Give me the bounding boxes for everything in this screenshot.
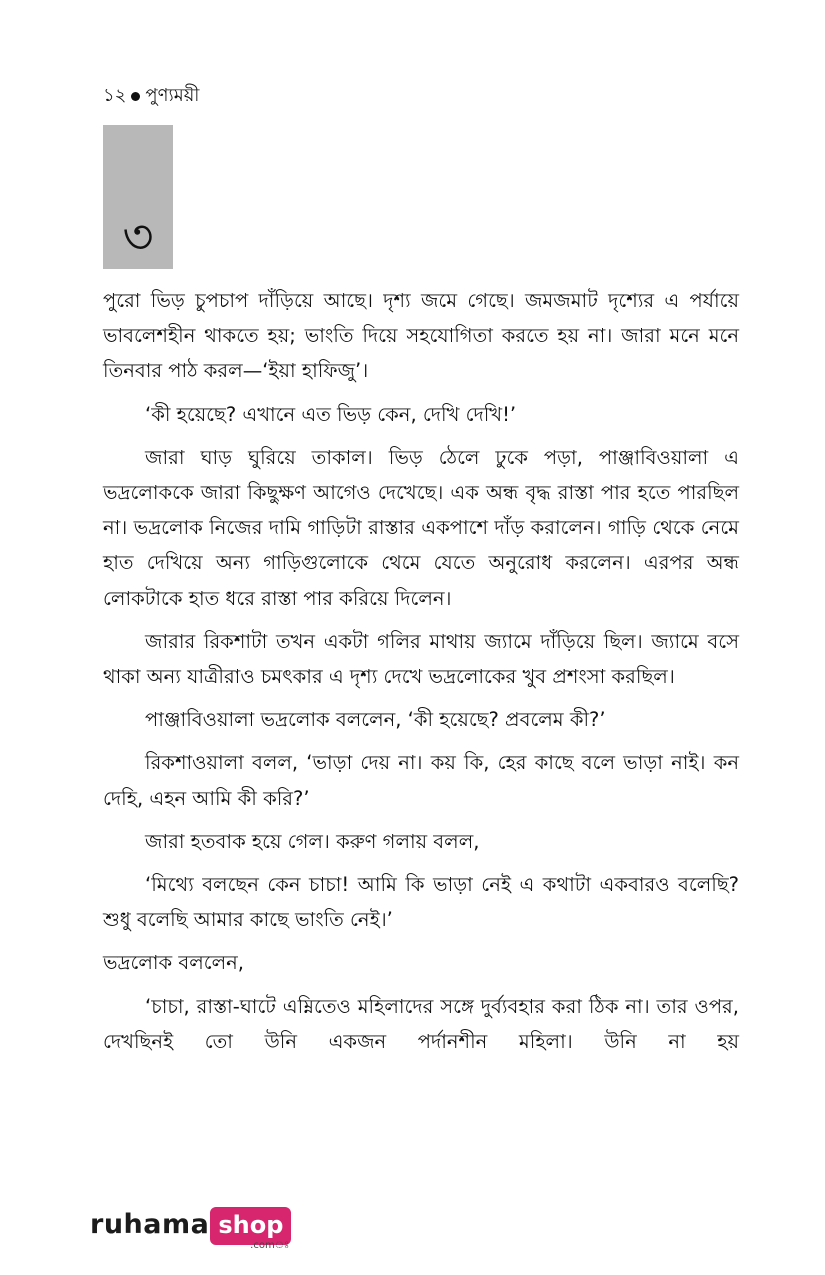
book-title: পুণ্যময়ী bbox=[145, 85, 200, 106]
paragraph-7: জারা হতবাক হয়ে গেল। করুণ গলায় বলল, bbox=[145, 829, 480, 853]
bullet-dot-icon bbox=[131, 92, 140, 101]
ruhamashop-logo bbox=[90, 1207, 291, 1257]
page-body-text bbox=[103, 283, 739, 1067]
logo-shop-part: shop bbox=[210, 1207, 291, 1245]
paragraph-5: পাঞ্জাবিওয়ালা ভদ্রলোক বললেন, ‘কী হয়েছে? প্রবলেম কী?’ bbox=[145, 708, 606, 732]
paragraph-1: পুরো ভিড় চুপচাপ দাঁড়িয়ে আছে। দৃশ্য জমে গেছে। জমজমাট দৃশ্যের এ পর্যায়ে ভাবলেশহীন থাকতে হয়; ভাংতি দিয়ে সহযোগিতা করতে হয় না। জারা মনে মনে তিনবার পাঠ করল—‘ইয়া হাফিজু’। bbox=[103, 289, 739, 383]
logo-name-part: ruhama bbox=[90, 1209, 210, 1240]
running-header bbox=[103, 84, 199, 108]
paragraph-10: ‘চাচা, রাস্তা-ঘাটে এম্নিতেও মহিলাদের সঙ্গে দুর্ব্যবহার করা ঠিক না। তার ওপর, দেখছিনই তো উনি একজন পর্দানশীন মহিলা। উনি না হয় bbox=[103, 994, 739, 1053]
chapter-number: ৩ bbox=[122, 209, 154, 265]
logo-shop-badge bbox=[210, 1207, 291, 1251]
paragraph-2: ‘কী হয়েছে? এখানে এত ভিড় কেন, দেখি দেখি!’ bbox=[145, 402, 517, 426]
page-number: ১২ bbox=[103, 85, 127, 106]
paragraph-4: জারার রিকশাটা তখন একটা গলির মাথায় জ্যামে দাঁড়িয়ে ছিল। জ্যামে বসে থাকা অন্য যাত্রীরাও চমৎকার এ দৃশ্য দেখে ভদ্রলোকের খুব প্রশংসা করছিল। bbox=[103, 629, 739, 689]
paragraph-8: ‘মিথ্যে বলছেন কেন চাচা! আমি কি ভাড়া নেই এ কথাটা একবারও বলেছি? শুধু বলেছি আমার কাছে ভাংতি নেই।’ bbox=[103, 873, 739, 932]
paragraph-3: জারা ঘাড় ঘুরিয়ে তাকাল। ভিড় ঠেলে ঢুকে পড়া, পাঞ্জাবিওয়ালা এ ভদ্রলোককে জারা কিছুক্ষণ আগেও দেখেছে। এক অন্ধ বৃদ্ধ রাস্তা পার হতে পারছিল না। ভদ্রলোক নিজের দামি গাড়িটা রাস্তার একপাশে দাঁড় করালেন। গাড়ি থেকে নেমে হাত দেখিয়ে অন্য গাড়িগুলোকে থেমে যেতে অনুরোধ করলেন। এরপর অন্ধ লোকটাকে হাত ধরে রাস্তা পার করিয়ে দিলেন। bbox=[103, 445, 739, 610]
paragraph-9: ভদ্রলোক বললেন, bbox=[103, 951, 244, 975]
logo-domain-part: .comঃ bbox=[250, 1240, 290, 1251]
paragraph-6: রিকশাওয়ালা বলল, ‘ভাড়া দেয় না। কয় কি, হের কাছে বলে ভাড়া নাই। কন দেহি, এহন আমি কী করি?’ bbox=[103, 751, 739, 810]
chapter-number-block bbox=[103, 125, 173, 269]
